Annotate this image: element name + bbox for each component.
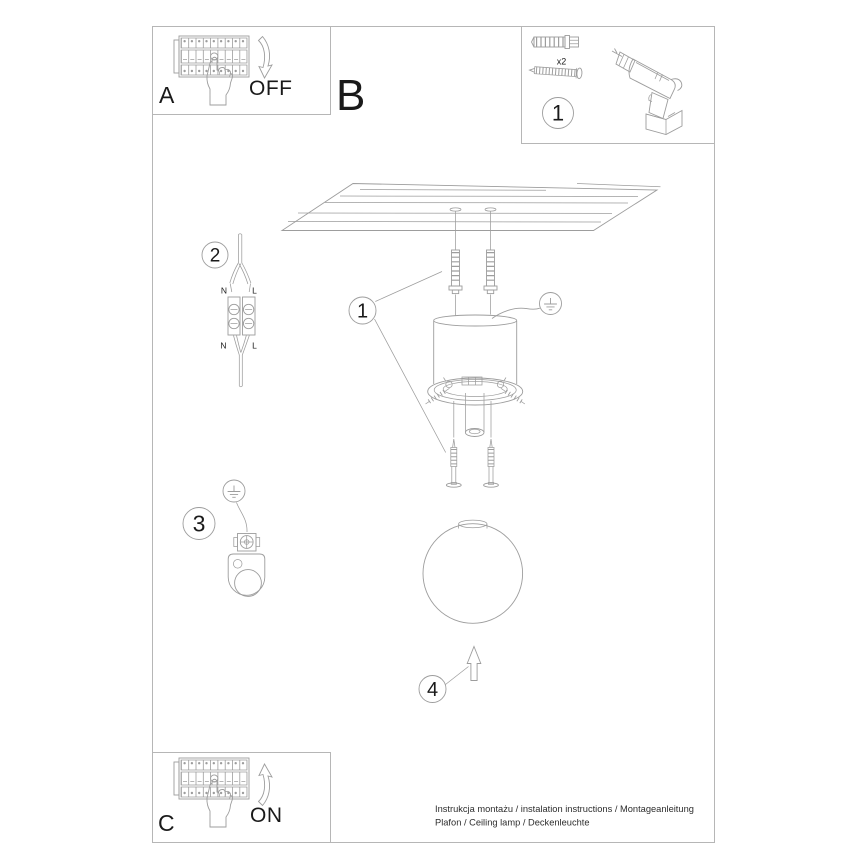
ground-terminal-icon (234, 534, 260, 552)
side-screw-right (501, 388, 525, 404)
terminal-l-bottom-label: L (252, 340, 257, 351)
ground-wire (492, 308, 540, 318)
terminal-screws (229, 304, 254, 328)
ground-lead-wire (237, 503, 248, 533)
step-4-leader-line (446, 667, 469, 685)
side-screw-left (426, 388, 450, 404)
earth-ground-icon (540, 293, 562, 315)
alignment-lines-2 (456, 295, 491, 316)
curved-arrow-down-icon (259, 37, 273, 79)
step-1-number: 1 (356, 300, 369, 323)
mounting-screw-right-icon (484, 439, 499, 487)
alignment-lines-3 (454, 401, 491, 438)
anchor-quantity-label: x2 (556, 56, 567, 67)
wall-plug-anchor-left-icon (449, 250, 462, 294)
pointing-hand-icon-2 (207, 779, 233, 827)
mounting-bracket-icon (228, 554, 265, 596)
glass-sphere-icon (423, 520, 523, 623)
terminal-l-top-label: L (252, 285, 257, 296)
pointing-hand-icon (207, 57, 233, 105)
step-3-number: 3 (192, 510, 206, 537)
drill-hole-right (485, 208, 496, 211)
ceiling-panel-icon (282, 184, 661, 231)
terminal-n-bottom-label: N (220, 340, 227, 351)
cordless-drill-icon (612, 49, 682, 135)
panel-a-action-label: OFF (249, 77, 293, 100)
footer-product-line: Plafon / Ceiling lamp / Deckenleuchte (435, 817, 590, 828)
mounting-screw-left-icon (446, 439, 461, 487)
curved-arrow-up-icon (259, 764, 273, 806)
footer-title-line: Instrukcja montażu / instalation instructions / Montageanleitung (435, 804, 694, 814)
drill-hole-left (450, 208, 461, 211)
terminal-block-icon (228, 234, 255, 387)
panel-c-action-label: ON (250, 804, 283, 827)
step-4-number: 4 (426, 679, 439, 701)
lamp-canopy-icon (426, 315, 525, 437)
earth-ground-icon-2 (223, 480, 245, 502)
section-b-label: B (336, 71, 366, 120)
line-art (174, 36, 682, 828)
up-arrow-icon (467, 647, 481, 681)
circuit-breaker-icon (174, 36, 249, 77)
mounting-screw-icon (529, 65, 582, 79)
terminal-n-top-label: N (220, 285, 228, 296)
labels (158, 57, 694, 837)
panel-c-label: C (158, 810, 175, 836)
panel-a-label: A (159, 82, 175, 108)
wall-plug-anchor-icon (532, 36, 579, 49)
wall-plug-anchor-right-icon (484, 250, 497, 294)
page-frame (153, 27, 715, 843)
step-1-badge-number: 1 (551, 100, 565, 126)
step-1-leader-lines (375, 272, 446, 453)
step-2-number: 2 (209, 245, 221, 267)
circuit-breaker-icon-2 (174, 758, 249, 799)
